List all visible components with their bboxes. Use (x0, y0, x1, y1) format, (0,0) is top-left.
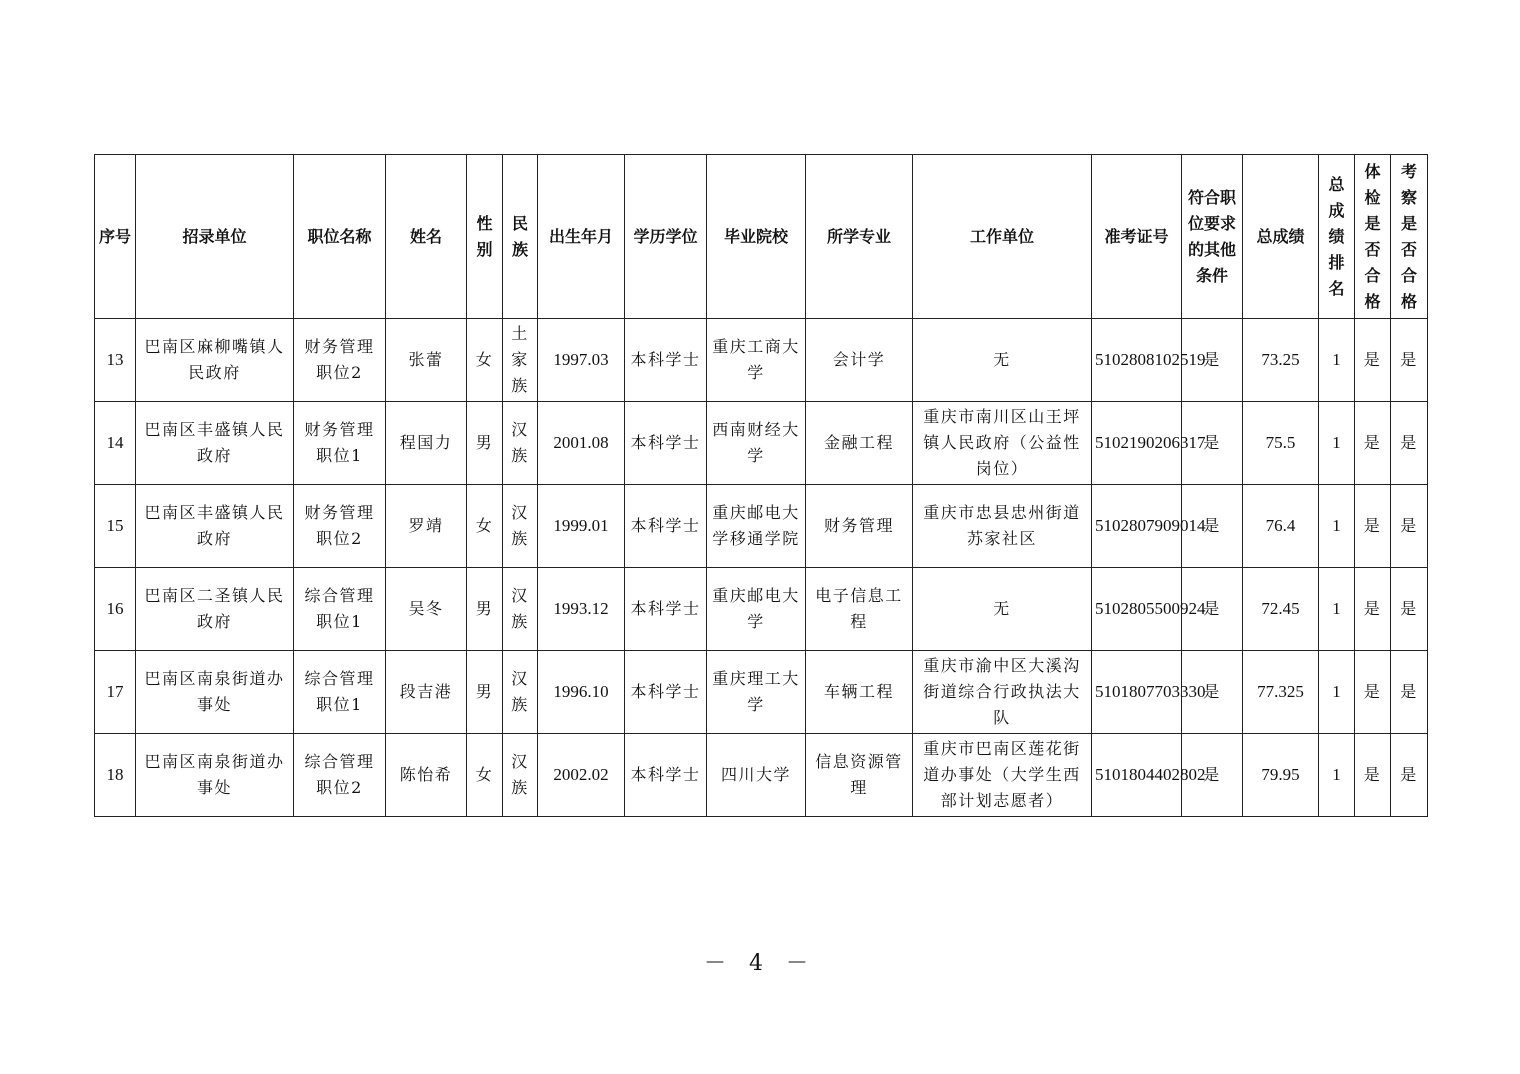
table-cell: 5102807909014 (1092, 485, 1182, 568)
column-header: 准考证号 (1092, 155, 1182, 319)
table-cell: 重庆工商大学 (707, 319, 806, 402)
table-cell: 本科学士 (625, 319, 707, 402)
table-cell: 巴南区丰盛镇人民政府 (136, 402, 294, 485)
table-cell: 金融工程 (806, 402, 913, 485)
table-cell: 1 (1319, 651, 1355, 734)
table-cell: 财务管理职位2 (294, 485, 386, 568)
table-cell: 重庆市南川区山王坪镇人民政府（公益性岗位） (913, 402, 1092, 485)
table-cell: 土家族 (503, 319, 538, 402)
table-cell: 是 (1182, 319, 1243, 402)
table-cell: 本科学士 (625, 568, 707, 651)
table-cell: 1993.12 (538, 568, 625, 651)
table-cell: 是 (1182, 402, 1243, 485)
column-header: 出生年月 (538, 155, 625, 319)
table-cell: 是 (1182, 485, 1243, 568)
column-header: 姓名 (386, 155, 467, 319)
table-row (95, 485, 1428, 568)
column-header: 体检是否合格 (1355, 155, 1391, 319)
table-cell: 会计学 (806, 319, 913, 402)
table-cell: 张蕾 (386, 319, 467, 402)
table-cell: 巴南区麻柳嘴镇人民政府 (136, 319, 294, 402)
column-header: 总成绩排名 (1319, 155, 1355, 319)
table-row (95, 568, 1428, 651)
table-cell: 男 (467, 402, 503, 485)
table-cell: 是 (1391, 402, 1428, 485)
table-cell: 吴冬 (386, 568, 467, 651)
table-cell: 是 (1355, 734, 1391, 817)
table-cell: 无 (913, 568, 1092, 651)
table-body (95, 319, 1428, 817)
table-cell: 1 (1319, 319, 1355, 402)
table-cell: 本科学士 (625, 734, 707, 817)
table-cell: 综合管理职位1 (294, 568, 386, 651)
table-cell: 15 (95, 485, 136, 568)
table-cell: 75.5 (1243, 402, 1319, 485)
table-cell: 男 (467, 568, 503, 651)
table-cell: 76.4 (1243, 485, 1319, 568)
table-cell: 是 (1355, 319, 1391, 402)
table-cell: 本科学士 (625, 485, 707, 568)
table-row (95, 651, 1428, 734)
table-cell: 是 (1355, 485, 1391, 568)
table-cell: 1996.10 (538, 651, 625, 734)
table-cell: 是 (1182, 568, 1243, 651)
table-cell: 汉族 (503, 568, 538, 651)
table-cell: 巴南区南泉街道办事处 (136, 734, 294, 817)
table-cell: 16 (95, 568, 136, 651)
table-cell: 重庆市渝中区大溪沟街道综合行政执法大队 (913, 651, 1092, 734)
column-header: 学历学位 (625, 155, 707, 319)
table-cell: 是 (1391, 319, 1428, 402)
table-cell: 14 (95, 402, 136, 485)
table-cell: 17 (95, 651, 136, 734)
table-cell: 罗靖 (386, 485, 467, 568)
table-cell: 1 (1319, 734, 1355, 817)
table-cell: 5101807703330 (1092, 651, 1182, 734)
column-header: 符合职位要求的其他条件 (1182, 155, 1243, 319)
table-cell: 汉族 (503, 734, 538, 817)
column-header: 考察是否合格 (1391, 155, 1428, 319)
table-cell: 女 (467, 734, 503, 817)
column-header: 毕业院校 (707, 155, 806, 319)
table-cell: 79.95 (1243, 734, 1319, 817)
column-header: 民族 (503, 155, 538, 319)
table-cell: 73.25 (1243, 319, 1319, 402)
table-cell: 18 (95, 734, 136, 817)
table-cell: 13 (95, 319, 136, 402)
table-cell: 女 (467, 319, 503, 402)
table-cell: 综合管理职位1 (294, 651, 386, 734)
table-cell: 巴南区丰盛镇人民政府 (136, 485, 294, 568)
column-header: 工作单位 (913, 155, 1092, 319)
table-cell: 汉族 (503, 402, 538, 485)
table-cell: 重庆理工大学 (707, 651, 806, 734)
table-cell: 本科学士 (625, 402, 707, 485)
table-cell: 财务管理职位2 (294, 319, 386, 402)
table-cell: 2001.08 (538, 402, 625, 485)
table-row (95, 734, 1428, 817)
table-cell: 电子信息工程 (806, 568, 913, 651)
column-header: 总成绩 (1243, 155, 1319, 319)
table-cell: 是 (1391, 485, 1428, 568)
table-cell: 段吉港 (386, 651, 467, 734)
table-cell: 77.325 (1243, 651, 1319, 734)
table-cell: 重庆市忠县忠州街道苏家社区 (913, 485, 1092, 568)
table-cell: 5101804402802 (1092, 734, 1182, 817)
table-cell: 是 (1391, 568, 1428, 651)
table-cell: 男 (467, 651, 503, 734)
table-cell: 本科学士 (625, 651, 707, 734)
table-cell: 综合管理职位2 (294, 734, 386, 817)
table-cell: 无 (913, 319, 1092, 402)
column-header: 职位名称 (294, 155, 386, 319)
table-row (95, 319, 1428, 402)
table-cell: 财务管理职位1 (294, 402, 386, 485)
table-cell: 是 (1391, 734, 1428, 817)
table-cell: 车辆工程 (806, 651, 913, 734)
table-cell: 1997.03 (538, 319, 625, 402)
column-header: 性别 (467, 155, 503, 319)
table-cell: 信息资源管理 (806, 734, 913, 817)
table-cell: 重庆邮电大学 (707, 568, 806, 651)
table-cell: 是 (1355, 402, 1391, 485)
table-cell: 72.45 (1243, 568, 1319, 651)
table-cell: 1 (1319, 485, 1355, 568)
table-cell: 是 (1391, 651, 1428, 734)
table-cell: 重庆市巴南区莲花街道办事处（大学生西部计划志愿者） (913, 734, 1092, 817)
table-cell: 巴南区南泉街道办事处 (136, 651, 294, 734)
page-number: － 4 － (704, 951, 816, 976)
table-cell: 是 (1355, 568, 1391, 651)
table-cell: 1999.01 (538, 485, 625, 568)
table-cell: 汉族 (503, 485, 538, 568)
table-cell: 5102805500924 (1092, 568, 1182, 651)
table-cell: 财务管理 (806, 485, 913, 568)
table-header (95, 155, 1428, 319)
table-cell: 重庆邮电大学移通学院 (707, 485, 806, 568)
column-header: 序号 (95, 155, 136, 319)
table-cell: 四川大学 (707, 734, 806, 817)
table-cell: 陈怡希 (386, 734, 467, 817)
table-cell: 1 (1319, 568, 1355, 651)
table-cell: 1 (1319, 402, 1355, 485)
table-cell: 是 (1355, 651, 1391, 734)
table-row (95, 402, 1428, 485)
column-header: 招录单位 (136, 155, 294, 319)
table-cell: 是 (1182, 734, 1243, 817)
table-cell: 5102808102519 (1092, 319, 1182, 402)
table-cell: 巴南区二圣镇人民政府 (136, 568, 294, 651)
table-cell: 是 (1182, 651, 1243, 734)
table-cell: 2002.02 (538, 734, 625, 817)
table-cell: 程国力 (386, 402, 467, 485)
table-cell: 女 (467, 485, 503, 568)
table-cell: 西南财经大学 (707, 402, 806, 485)
header-row (95, 155, 1428, 319)
table-cell: 汉族 (503, 651, 538, 734)
table-cell: 5102190206317 (1092, 402, 1182, 485)
personnel-table (94, 154, 1428, 817)
column-header: 所学专业 (806, 155, 913, 319)
